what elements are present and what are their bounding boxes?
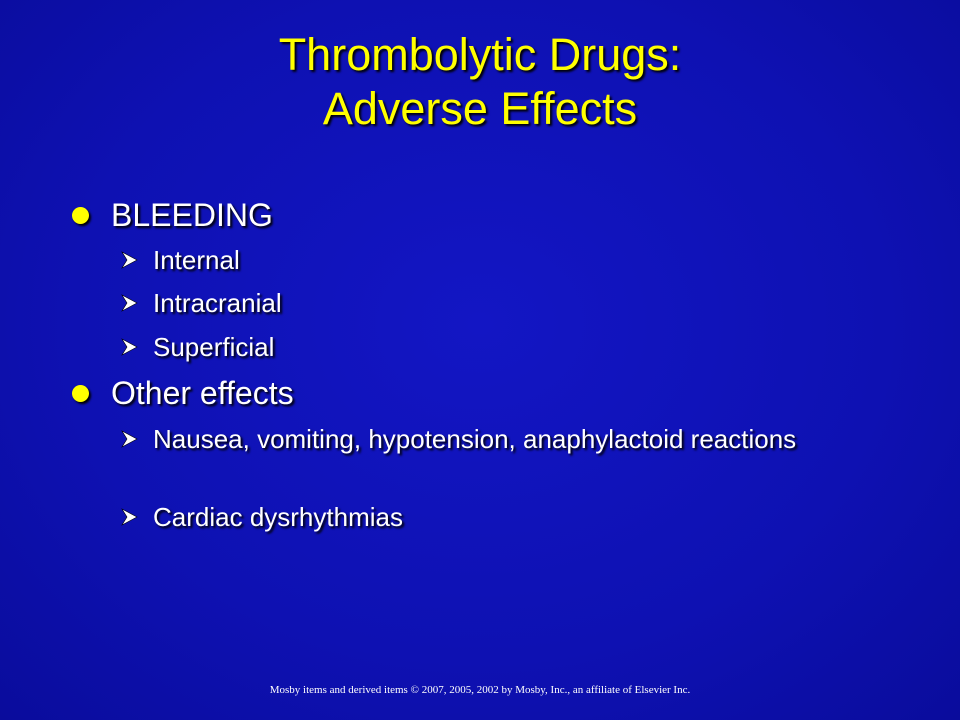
bullet-label: Other effects (111, 375, 294, 411)
sub-bullet-label: Superficial (153, 332, 275, 362)
title-line-1: Thrombolytic Drugs: (278, 29, 682, 80)
sub-bullet-label: Cardiac dysrhythmias (153, 502, 403, 532)
bullet-label: BLEEDING (111, 197, 273, 233)
sub-bullet-label: Intracranial (153, 288, 282, 318)
arrowhead-bullet-icon (120, 430, 138, 448)
sub-bullet-label: Internal (153, 245, 240, 275)
round-bullet-icon (72, 207, 89, 224)
arrowhead-bullet-icon (120, 251, 138, 269)
arrowhead-bullet-icon (120, 294, 138, 312)
arrowhead-bullet-icon (120, 508, 138, 526)
arrowhead-bullet-icon (120, 338, 138, 356)
copyright-footer: Mosby items and derived items © 2007, 2005, 2002 by Mosby, Inc., an affiliate of Elsevier Inc. (269, 684, 691, 696)
title-line-2: Adverse Effects (322, 83, 638, 134)
slide-title (0, 28, 960, 136)
sub-bullet-label: Nausea, vomiting, hypotension, anaphylactoid reactions (153, 424, 797, 454)
round-bullet-icon (72, 385, 89, 402)
